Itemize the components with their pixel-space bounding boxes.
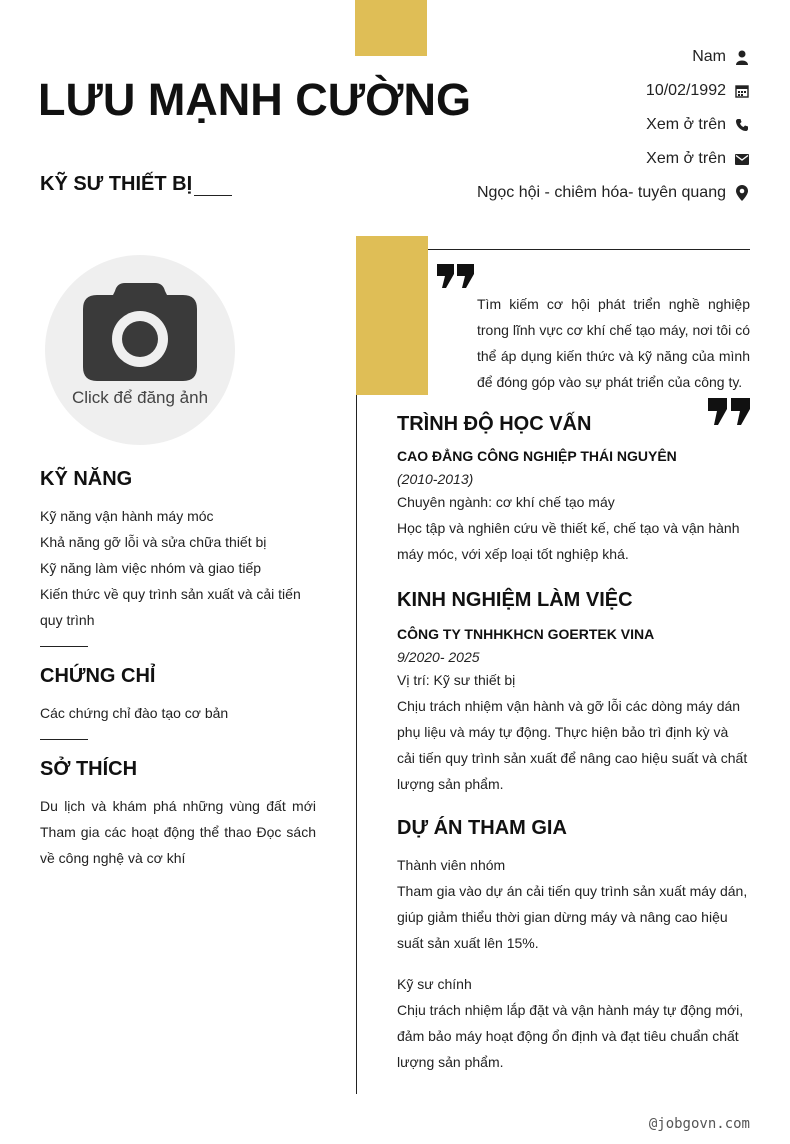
contact-birthdate[interactable] (477, 74, 750, 108)
contact-list (477, 40, 750, 210)
school-name: CAO ĐẲNG CÔNG NGHIỆP THÁI NGUYÊN (397, 448, 677, 464)
skill-item: Khả năng gỡ lỗi và sửa chữa thiết bị (40, 534, 267, 550)
column-divider (356, 395, 357, 1094)
job-title[interactable] (40, 173, 232, 196)
hobbies-title: SỞ THÍCH (40, 758, 138, 780)
section-divider (40, 739, 88, 740)
education-description: Học tập và nghiên cứu về thiết kế, chế tạo và vận hành máy móc, với xếp loại tốt nghiệp khá. (397, 520, 740, 562)
candidate-name[interactable]: LƯU MẠNH CƯỜNG (38, 74, 472, 125)
hobbies-text: Du lịch và khám phá những vùng đất mới Tham gia các hoạt động thể thao Đọc sách về công nghệ và cơ khí (40, 798, 316, 866)
experience-position: Vị trí: Kỹ sư thiết bị (397, 672, 516, 688)
company-name: CÔNG TY TNHHKHCN GOERTEK VINA (397, 626, 655, 642)
experience-title: KINH NGHIỆM LÀM VIỆC (397, 589, 633, 611)
footer-watermark: @jobgovn.com (648, 1116, 750, 1132)
experience-period: 9/2020- 2025 (397, 649, 480, 665)
gender-text: Nam (692, 48, 726, 65)
hobbies-section (40, 758, 316, 871)
experience-description: Chịu trách nhiệm vận hành và gỡ lỗi các dòng máy dán phụ liệu và máy tự động. Thực hiện bảo trì định kỳ và cải tiến quy trình sản xuất để nâng cao hiệu suất và chất lượng sản phẩm. (397, 698, 748, 792)
quote-open-icon (437, 264, 475, 288)
contact-address[interactable] (477, 176, 750, 210)
skills-section (40, 468, 316, 633)
avatar-caption: Click để đăng ảnh (71, 388, 209, 407)
birthdate-text: 10/02/1992 (645, 82, 726, 99)
calendar-icon (734, 83, 750, 99)
certificates-section (40, 665, 316, 726)
person-icon (734, 49, 750, 65)
education-section (397, 413, 750, 567)
project-description: Tham gia vào dự án cải tiến quy trình sản xuất máy dán, giúp giảm thiểu thời gian dừng máy và nâng cao hiệu suất sản xuất lên 15%. (397, 883, 748, 951)
project-item (397, 852, 750, 956)
camera-icon (83, 283, 197, 381)
certificate-item: Các chứng chỉ đào tạo cơ bản (40, 705, 229, 721)
skill-item: Kiến thức về quy trình sản xuất và cải tiến quy trình (40, 586, 301, 628)
certificates-title: CHỨNG CHỈ (40, 665, 156, 687)
experience-section (397, 589, 750, 797)
career-objective[interactable]: Tìm kiếm cơ hội phát triển nghề nghiệp trong lĩnh vực cơ khí chế tạo máy, nơi tôi có thể áp dụng kiến thức và kỹ năng của mình để đóng góp vào sự phát triển của công ty. (477, 296, 750, 390)
job-title-text: KỸ SƯ THIẾT BỊ (40, 173, 193, 195)
skill-item: Kỹ năng vận hành máy móc (40, 508, 214, 524)
contact-gender[interactable] (477, 40, 750, 74)
projects-title: DỰ ÁN THAM GIA (397, 817, 567, 839)
location-pin-icon (734, 185, 750, 201)
skill-item: Kỹ năng làm việc nhóm và giao tiếp (40, 560, 262, 576)
education-period: (2010-2013) (397, 471, 474, 487)
project-role: Kỹ sư chính (397, 976, 472, 992)
education-major: Chuyên ngành: cơ khí chế tạo máy (397, 494, 615, 510)
contact-phone[interactable] (477, 108, 750, 142)
job-title-underline (194, 179, 232, 196)
objective-top-rule (428, 249, 750, 250)
envelope-icon (734, 151, 750, 167)
avatar-upload[interactable] (45, 255, 235, 445)
accent-block-objective (356, 236, 428, 395)
project-description: Chịu trách nhiệm lắp đặt và vận hành máy tự động mới, đảm bảo máy hoạt động ổn định và đạt tiêu chuẩn chất lượng sản phẩm. (397, 1002, 744, 1070)
phone-text: Xem ở trên (646, 116, 726, 133)
skills-title: KỸ NĂNG (40, 468, 133, 490)
project-item (397, 971, 750, 1075)
section-divider (40, 646, 88, 647)
phone-icon (734, 117, 750, 133)
education-title: TRÌNH ĐỘ HỌC VẤN (397, 413, 592, 435)
project-role: Thành viên nhóm (397, 857, 506, 873)
email-text: Xem ở trên (646, 150, 726, 167)
address-text: Ngọc hội - chiêm hóa- tuyên quang (476, 184, 726, 201)
contact-email[interactable] (477, 142, 750, 176)
projects-section (397, 817, 750, 1075)
accent-block-top (355, 0, 427, 56)
